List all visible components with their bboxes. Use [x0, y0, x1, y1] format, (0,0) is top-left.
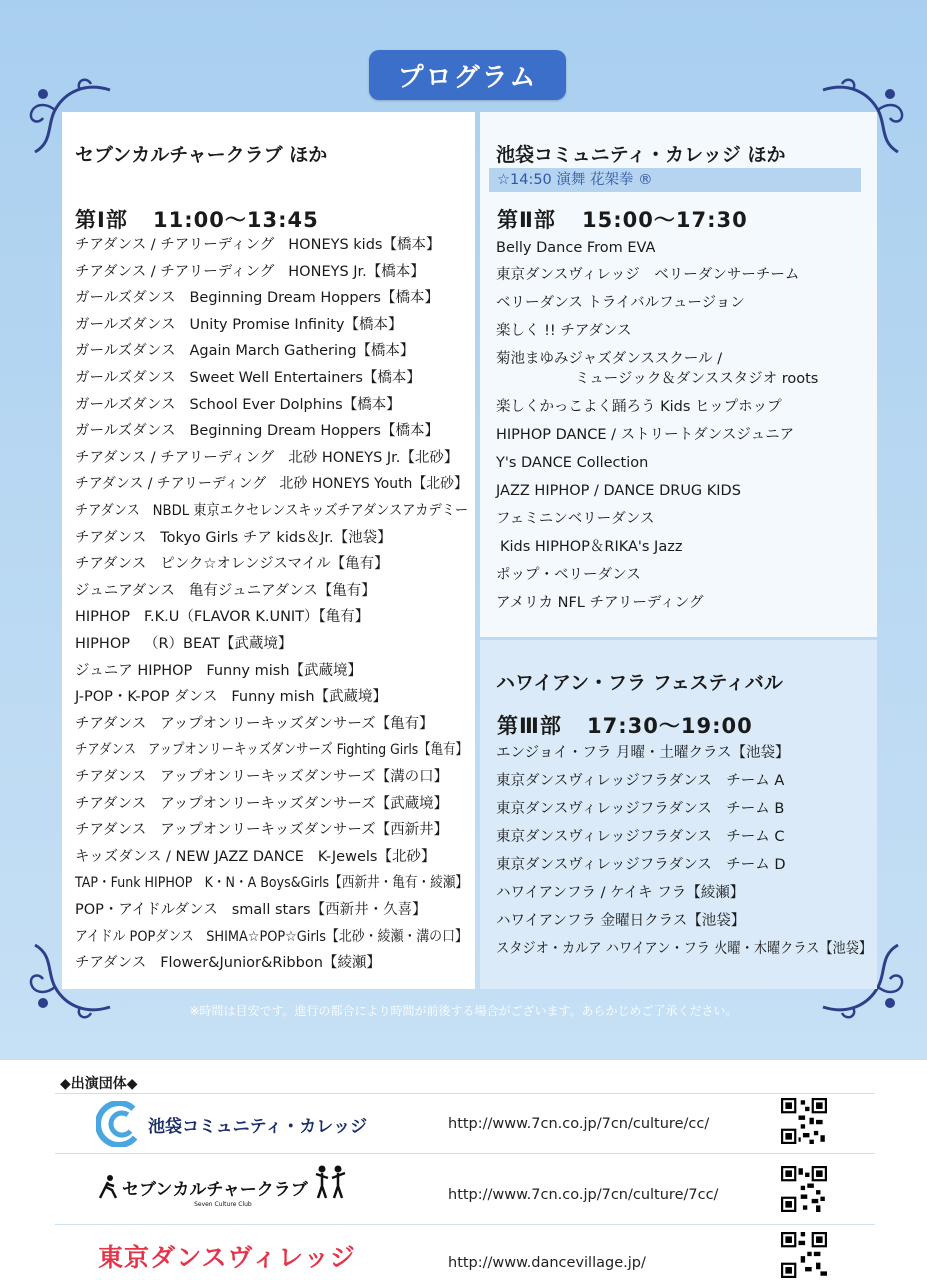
program-genre: チアダンス	[75, 503, 140, 519]
program-row: エンジョイ・フラ 月曜・土曜クラス【池袋】	[496, 745, 790, 761]
program-team: 北砂 HONEYS Jr.【北砂】	[288, 449, 459, 466]
program-row: 菊池まゆみジャズダンススクール /	[496, 351, 723, 367]
program-row: 楽しく !! チアダンス	[496, 323, 632, 339]
program-team: ピンク☆オレンジスマイル【亀有】	[160, 556, 389, 573]
program-team: Tokyo Girls チア kids＆Jr.【池袋】	[160, 529, 392, 546]
program-genre: J-POP・K-POP ダンス	[75, 689, 218, 706]
program-row: フェミニンベリーダンス	[496, 511, 655, 527]
program-genre: チアダンス / チアリーディング	[75, 449, 275, 466]
program-row	[75, 873, 468, 893]
program-row	[75, 581, 376, 601]
qr-code-icon[interactable]	[781, 1232, 827, 1278]
part-1-label: 第Ⅰ部	[75, 208, 128, 232]
program-team: アップオンリーキッズダンサーズ【西新井】	[160, 822, 449, 839]
program-row	[75, 235, 440, 255]
program-row	[75, 474, 468, 494]
url-ikebukuro[interactable]: http://www.7cn.co.jp/7cn/culture/cc/	[448, 1116, 710, 1132]
program-row: 東京ダンスヴィレッジフラダンス チーム A	[496, 773, 785, 789]
program-row	[75, 661, 362, 681]
program-genre: チアダンス / チアリーディング	[75, 476, 267, 493]
program-team: NBDL 東京エクセレンスキッズチアダンスアカデミー	[152, 503, 469, 519]
program-row: スタジオ・カルア ハワイアン・フラ 火曜・木曜クラス【池袋】	[496, 941, 873, 957]
program-row: 東京ダンスヴィレッジフラダンス チーム D	[496, 857, 786, 873]
program-row	[75, 767, 448, 787]
program-genre: チアダンス	[75, 742, 137, 759]
performers-label: ◆出演団体◆	[60, 1076, 138, 1092]
program-row	[75, 368, 421, 388]
part-3-label: 第Ⅲ部	[497, 714, 562, 738]
program-row: 東京ダンスヴィレッジ ベリーダンサーチーム	[496, 267, 800, 283]
program-row: 東京ダンスヴィレッジフラダンス チーム B	[496, 801, 785, 817]
part-2-time: 15:00～17:30	[582, 208, 748, 232]
seven-culture-logo	[98, 1164, 348, 1208]
program-team: Funny mish【武蔵境】	[231, 689, 388, 706]
program-genre: アイドル POPダンス	[75, 928, 194, 945]
program-row: アメリカ NFL チアリーディング	[496, 595, 704, 611]
program-row	[75, 927, 468, 947]
divider	[55, 1153, 875, 1154]
program-row	[75, 740, 468, 760]
program-row	[75, 634, 292, 654]
org-heading-seven-culture: セブンカルチャークラブ ほか	[75, 144, 328, 166]
program-genre: ガールズダンス	[75, 370, 176, 386]
program-genre: ジュニア HIPHOP	[75, 662, 193, 679]
program-row	[75, 900, 427, 920]
program-row	[75, 847, 435, 867]
program-genre: キッズダンス / NEW JAZZ DANCE	[75, 848, 304, 865]
program-team: Beginning Dream Hoppers【橋本】	[189, 423, 439, 440]
program-genre: チアダンス / チアリーディング	[75, 263, 275, 280]
program-row: HIPHOP DANCE / ストリートダンスジュニア	[496, 427, 795, 443]
seven-culture-text: セブンカルチャークラブ	[122, 1180, 308, 1200]
time-note: ※時間は目安です。進行の都合により時間が前後する場合がございます。あらかじめご了承ください。	[189, 1004, 738, 1018]
program-row	[75, 607, 369, 627]
program-genre: チアダンス	[75, 556, 147, 573]
program-team: F.K.U（FLAVOR K.UNIT）【亀有】	[143, 609, 370, 626]
org-heading-ikebukuro: 池袋コミュニティ・カレッジ ほか	[496, 144, 786, 166]
program-genre: ジュニアダンス	[75, 582, 175, 599]
program-row: 楽しくかっこよく踊ろう Kids ヒップホップ	[496, 399, 782, 415]
program-genre: チアダンス	[75, 822, 147, 839]
program-row	[75, 501, 468, 521]
program-row: JAZZ HIPHOP / DANCE DRUG KIDS	[496, 483, 741, 499]
program-team: Again March Gathering【橋本】	[189, 343, 415, 360]
program-team: Flower&Junior&Ribbon【綾瀬】	[160, 955, 381, 972]
program-row: ミュージック＆ダンススタジオ roots	[575, 371, 819, 387]
program-team: HONEYS kids【橋本】	[288, 237, 441, 253]
program-row: Belly Dance From EVA	[496, 240, 656, 256]
qr-code-icon[interactable]	[781, 1166, 827, 1212]
program-genre: チアダンス	[75, 529, 147, 546]
dancers-icon	[312, 1164, 348, 1200]
program-row: Kids HIPHOP＆RIKA's Jazz	[500, 539, 683, 555]
program-row	[75, 395, 401, 415]
program-genre: チアダンス	[75, 715, 147, 732]
program-row	[75, 341, 414, 361]
program-genre: チアダンス	[75, 795, 147, 812]
program-genre: ガールズダンス	[75, 343, 176, 360]
program-team: アップオンリーキッズダンサーズ Fighting Girls【亀有】	[148, 742, 468, 759]
program-team: アップオンリーキッズダンサーズ【武蔵境】	[160, 795, 449, 812]
dance-village-logo: 東京ダンスヴィレッジ	[98, 1243, 356, 1272]
program-row	[75, 714, 434, 734]
highlight-bar: ☆14:50 演舞 花架拳 ®	[489, 168, 861, 192]
program-team: 北砂 HONEYS Youth【北砂】	[279, 476, 468, 493]
program-team: K・N・A Boys&Girls【西新井・亀有・綾瀬】	[204, 875, 469, 892]
program-genre: ガールズダンス	[75, 396, 176, 413]
program-genre: POP・アイドルダンス	[75, 902, 218, 918]
program-row	[75, 421, 439, 441]
program-team: 亀有ジュニアダンス【亀有】	[188, 582, 376, 599]
program-team: K-Jewels【北砂】	[317, 848, 436, 865]
program-row	[75, 288, 439, 308]
program-team: small stars【西新井・久喜】	[231, 902, 427, 918]
page-title: プログラム	[369, 50, 566, 100]
program-team: アップオンリーキッズダンサーズ【溝の口】	[160, 769, 449, 785]
program-genre: HIPHOP	[75, 609, 130, 626]
program-team: School Ever Dolphins【橋本】	[189, 396, 401, 413]
program-genre: ガールズダンス	[75, 290, 176, 307]
program-genre: HIPHOP	[75, 636, 130, 652]
qr-code-icon[interactable]	[781, 1098, 827, 1144]
program-row	[75, 528, 392, 548]
program-team: SHIMA☆POP☆Girls【北砂・綾瀬・溝の口】	[206, 928, 468, 945]
program-row: ポップ・ベリーダンス	[496, 567, 641, 583]
program-row	[75, 448, 458, 468]
cc-logo-icon	[96, 1101, 142, 1147]
program-team: Beginning Dream Hoppers【橋本】	[189, 290, 439, 307]
program-genre: チアダンス / チアリーディング	[75, 237, 275, 253]
program-team: アップオンリーキッズダンサーズ【亀有】	[160, 715, 434, 732]
program-row	[75, 820, 448, 840]
divider	[55, 1093, 875, 1094]
org-heading-hula: ハワイアン・フラ フェスティバル	[496, 672, 783, 694]
divider	[55, 1224, 875, 1225]
program-team: （R）BEAT【武蔵境】	[143, 636, 293, 652]
part-3-time: 17:30～19:00	[587, 714, 753, 738]
program-team: Funny mish【武蔵境】	[206, 662, 363, 679]
program-genre: チアダンス	[75, 769, 147, 785]
runner-icon	[98, 1174, 118, 1200]
program-team: Sweet Well Entertainers【橋本】	[189, 370, 421, 386]
ikebukuro-cc-logo	[96, 1101, 367, 1147]
program-row: 東京ダンスヴィレッジフラダンス チーム C	[496, 829, 785, 845]
program-genre: ガールズダンス	[75, 316, 176, 333]
program-row	[75, 687, 387, 707]
part-1-time: 11:00～13:45	[153, 208, 319, 232]
cc-logo-text: 池袋コミュニティ・カレッジ	[148, 1116, 368, 1137]
program-team: Unity Promise Infinity【橋本】	[189, 316, 403, 333]
program-genre: ガールズダンス	[75, 423, 176, 440]
program-row: ハワイアンフラ 金曜日クラス【池袋】	[496, 913, 746, 929]
program-team: HONEYS Jr.【橋本】	[288, 263, 425, 280]
program-row	[75, 554, 389, 574]
program-genre: チアダンス	[75, 955, 147, 972]
program-row: Y's DANCE Collection	[496, 455, 649, 471]
program-row: ベリーダンス トライバルフュージョン	[496, 295, 745, 311]
program-row	[75, 953, 381, 973]
url-dance-village[interactable]: http://www.dancevillage.jp/	[448, 1255, 646, 1271]
program-genre: TAP・Funk HIPHOP	[75, 875, 193, 892]
program-row	[75, 794, 448, 814]
program-row	[75, 262, 425, 282]
part-2-label: 第Ⅱ部	[497, 208, 556, 232]
program-row	[75, 315, 403, 335]
program-row: ハワイアンフラ / ケイキ フラ【綾瀬】	[496, 885, 745, 901]
seven-culture-sub: Seven Culture Club	[194, 1201, 252, 1208]
url-seven-culture[interactable]: http://www.7cn.co.jp/7cn/culture/7cc/	[448, 1187, 719, 1203]
